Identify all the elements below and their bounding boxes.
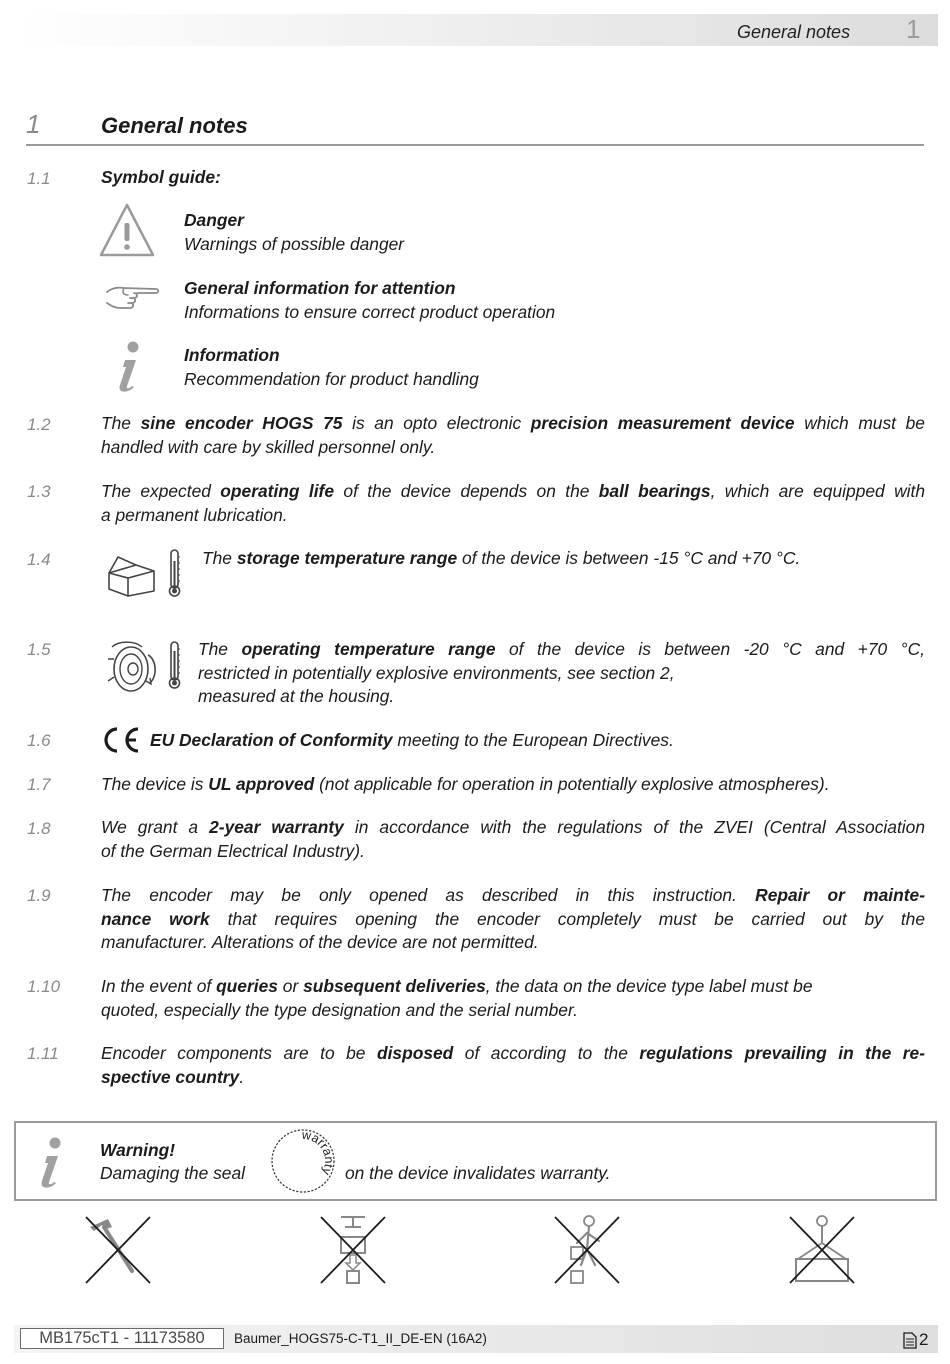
footer-page-number: 2 [919, 1330, 929, 1349]
symbol-attention-title: General information for attention [184, 278, 456, 298]
symbol-information-desc: Recommendation for product handling [184, 369, 479, 389]
paragraph-1-11: Encoder components are to be disposed of according to the regulations prevailing in the re- spective country. [101, 1043, 925, 1087]
page-icon [903, 1332, 917, 1349]
operating-encoder-thermometer-icon [104, 637, 186, 695]
section-number-1-11: 1.11 [27, 1044, 59, 1063]
pointing-hand-icon [104, 283, 160, 313]
information-icon [114, 340, 144, 394]
paragraph-1-9: The encoder may be only opened as described in this instruction. Repair or mainte- nance work that requires opening the encoder completely must be carried out by the manufacturer. Alterations of the device are not permitted. [101, 885, 925, 952]
section-number-1-2: 1.2 [27, 415, 51, 434]
section-number-1-7: 1.7 [27, 775, 51, 794]
warning-text-part2: on the device invalidates warranty. [345, 1163, 611, 1183]
running-header-chapter-number: 1 [906, 14, 921, 44]
paragraph-1-5: The operating temperature range of the device is between -20 °C and +70 °C, restricted in potentially explosive environments, see section 2, measured at the housing. [198, 639, 925, 706]
section-number-1-10: 1.10 [27, 977, 61, 996]
no-axial-load-icon [317, 1213, 389, 1287]
symbol-attention-desc: Informations to ensure correct product operation [184, 302, 556, 322]
paragraph-1-10: In the event of queries or subsequent deliveries, the data on the device type label must be quoted, especially the type designation and the serial number. [101, 976, 813, 1020]
paragraph-1-7: The device is UL approved (not applicable for operation in potentially explosive atmospheres). [101, 774, 830, 794]
warning-text-part1: Damaging the seal [100, 1163, 246, 1183]
paragraph-1-6: EU Declaration of Conformity meeting to the European Directives. [150, 730, 674, 750]
symbol-danger-title: Danger [184, 210, 244, 230]
section-number-1-6: 1.6 [27, 731, 51, 750]
footer-document-name: Baumer_HOGS75-C-T1_II_DE-EN (16A2) [234, 1331, 487, 1346]
chapter-divider [26, 144, 924, 146]
paragraph-1-2: The sine encoder HOGS 75 is an opto electronic precision measurement device which must be handled with care by skilled personnel only. [101, 413, 925, 457]
storage-box-thermometer-icon [106, 547, 186, 599]
no-lifting-by-shaft-icon [786, 1213, 858, 1287]
warranty-seal-icon [268, 1126, 338, 1196]
section-number-1-8: 1.8 [27, 819, 51, 838]
paragraph-1-3: The expected operating life of the device depends on the ball bearings, which are equipped with a permanent lubrication. [101, 481, 925, 525]
section-number-1-1: 1.1 [27, 169, 51, 188]
symbol-information-title: Information [184, 345, 280, 365]
information-icon [36, 1136, 66, 1190]
chapter-title: General notes [101, 113, 248, 138]
section-number-1-9: 1.9 [27, 886, 51, 905]
no-hammer-icon [82, 1213, 154, 1287]
no-stepping-icon [551, 1213, 623, 1287]
symbol-guide-heading: Symbol guide: [101, 167, 221, 187]
paragraph-1-8: We grant a 2-year warranty in accordance with the regulations of the ZVEI (Central Association of the German Electrical Industry). [101, 817, 925, 861]
seal-text: warranty [301, 1127, 337, 1178]
footer-document-id: MB175cT1 - 11173580 [20, 1328, 224, 1349]
symbol-danger-desc: Warnings of possible danger [184, 234, 405, 254]
running-header-title: General notes [737, 22, 851, 42]
warning-title: Warning! [100, 1140, 176, 1160]
section-number-1-4: 1.4 [27, 550, 51, 569]
section-number-1-5: 1.5 [27, 640, 51, 659]
paragraph-1-4: The storage temperature range of the device is between -15 °C and +70 °C. [202, 548, 801, 568]
danger-triangle-icon [99, 203, 155, 257]
chapter-number: 1 [26, 109, 41, 139]
ce-mark-icon [101, 727, 141, 753]
section-number-1-3: 1.3 [27, 482, 51, 501]
